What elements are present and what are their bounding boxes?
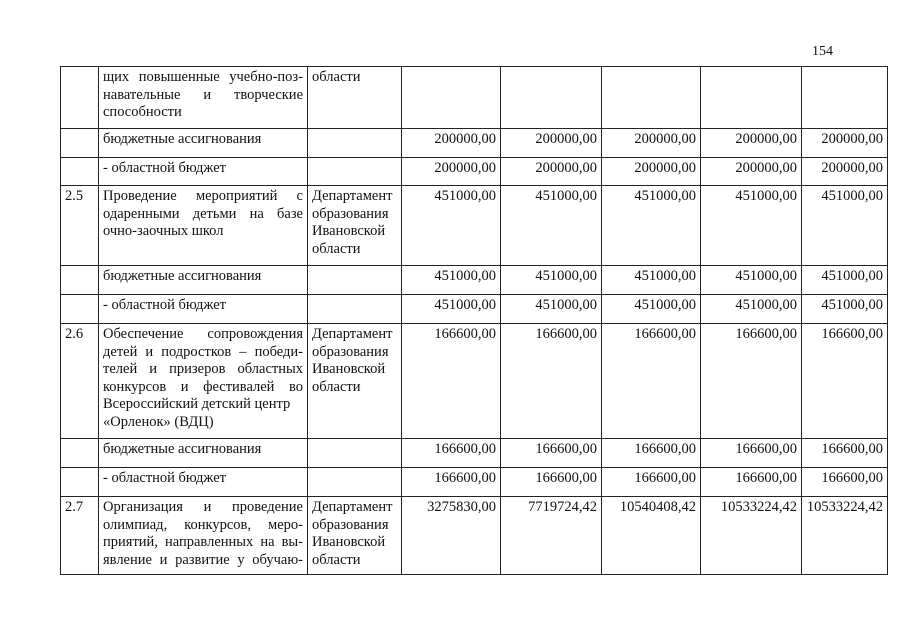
table-row bbox=[61, 67, 888, 129]
executor-line: образования bbox=[312, 516, 389, 533]
value-cell: 200000,00 bbox=[701, 129, 802, 158]
value-cell bbox=[701, 67, 802, 129]
value-cell: 200000,00 bbox=[501, 158, 602, 186]
table-row bbox=[61, 158, 888, 186]
name-line: - областной бюджет bbox=[103, 160, 227, 176]
table-row bbox=[61, 266, 888, 295]
page-number: 154 bbox=[812, 44, 833, 59]
executor bbox=[308, 129, 402, 158]
measure-name bbox=[99, 324, 308, 439]
table-row bbox=[61, 468, 888, 497]
value-cell: 166600,00 bbox=[602, 439, 701, 468]
name-line: телей и призеров областных bbox=[103, 361, 303, 377]
value-cell: 451000,00 bbox=[802, 186, 888, 266]
value-cell: 166600,00 bbox=[701, 324, 802, 439]
row-number: 2.5 bbox=[61, 186, 99, 266]
value-cell bbox=[402, 67, 501, 129]
value-cell: 451000,00 bbox=[802, 295, 888, 324]
executor-line: Ивановской bbox=[312, 223, 386, 239]
executor bbox=[308, 158, 402, 186]
table-row bbox=[61, 439, 888, 468]
name-line: конкурсов и фестивалей во bbox=[103, 378, 303, 395]
value-cell: 166600,00 bbox=[602, 324, 701, 439]
executor-line: образования bbox=[312, 343, 389, 360]
executor-line: Ивановской bbox=[312, 361, 386, 377]
value-cell: 451000,00 bbox=[701, 266, 802, 295]
executor-line: Ивановской bbox=[312, 534, 386, 550]
value-cell: 451000,00 bbox=[701, 186, 802, 266]
row-number bbox=[61, 129, 99, 158]
table-body bbox=[61, 67, 888, 575]
executor bbox=[308, 468, 402, 497]
value-cell: 200000,00 bbox=[402, 129, 501, 158]
executor bbox=[308, 295, 402, 324]
executor-line: Департамент bbox=[312, 326, 393, 342]
measure-name bbox=[99, 468, 308, 497]
value-cell: 451000,00 bbox=[602, 186, 701, 266]
value-cell bbox=[501, 67, 602, 129]
value-cell: 166600,00 bbox=[402, 468, 501, 497]
value-cell: 200000,00 bbox=[402, 158, 501, 186]
value-cell: 451000,00 bbox=[501, 186, 602, 266]
executor-line: области bbox=[312, 378, 361, 395]
name-line: бюджетные ассигнования bbox=[103, 131, 262, 147]
executor bbox=[308, 439, 402, 468]
row-number bbox=[61, 158, 99, 186]
value-cell bbox=[802, 67, 888, 129]
row-number: 2.7 bbox=[61, 497, 99, 575]
table-row bbox=[61, 497, 888, 575]
executor-line: образования bbox=[312, 205, 389, 222]
row-number bbox=[61, 439, 99, 468]
name-line: бюджетные ассигнования bbox=[103, 441, 262, 457]
name-line: способности bbox=[103, 104, 182, 120]
table-row bbox=[61, 186, 888, 266]
table-row bbox=[61, 324, 888, 439]
name-line: Организация и проведение bbox=[103, 499, 303, 515]
value-cell: 3275830,00 bbox=[402, 497, 501, 575]
value-cell: 451000,00 bbox=[402, 186, 501, 266]
executor bbox=[308, 67, 402, 129]
name-line: «Орленок» (ВДЦ) bbox=[103, 413, 214, 430]
value-cell: 166600,00 bbox=[701, 439, 802, 468]
measure-name bbox=[99, 158, 308, 186]
value-cell: 451000,00 bbox=[802, 266, 888, 295]
value-cell: 166600,00 bbox=[501, 468, 602, 497]
value-cell: 166600,00 bbox=[602, 468, 701, 497]
name-line: приятий, направленных на вы- bbox=[103, 534, 303, 550]
value-cell: 200000,00 bbox=[501, 129, 602, 158]
executor-line: Департамент bbox=[312, 188, 393, 204]
value-cell: 451000,00 bbox=[501, 295, 602, 324]
name-line: явление и развитие у обучаю- bbox=[103, 551, 303, 568]
table-row bbox=[61, 129, 888, 158]
value-cell: 10533224,42 bbox=[802, 497, 888, 575]
value-cell: 166600,00 bbox=[802, 324, 888, 439]
executor bbox=[308, 186, 402, 266]
measure-name bbox=[99, 497, 308, 575]
value-cell: 166600,00 bbox=[402, 324, 501, 439]
value-cell: 166600,00 bbox=[802, 439, 888, 468]
row-number: 2.6 bbox=[61, 324, 99, 439]
row-number bbox=[61, 295, 99, 324]
row-number bbox=[61, 468, 99, 497]
row-number bbox=[61, 266, 99, 295]
measure-name bbox=[99, 67, 308, 129]
value-cell: 10533224,42 bbox=[701, 497, 802, 575]
value-cell: 166600,00 bbox=[802, 468, 888, 497]
measure-name bbox=[99, 295, 308, 324]
measure-name bbox=[99, 129, 308, 158]
name-line: детей и подростков – победи- bbox=[103, 343, 303, 360]
name-line: - областной бюджет bbox=[103, 297, 227, 313]
value-cell: 10540408,42 bbox=[602, 497, 701, 575]
executor-line: Департамент bbox=[312, 499, 393, 515]
executor-line: области bbox=[312, 240, 361, 257]
value-cell: 451000,00 bbox=[701, 295, 802, 324]
table-row bbox=[61, 295, 888, 324]
value-cell: 451000,00 bbox=[602, 295, 701, 324]
value-cell: 451000,00 bbox=[402, 295, 501, 324]
value-cell: 200000,00 bbox=[701, 158, 802, 186]
value-cell: 200000,00 bbox=[802, 129, 888, 158]
value-cell: 200000,00 bbox=[602, 129, 701, 158]
name-line: навательные и творческие bbox=[103, 86, 303, 103]
budget-table bbox=[60, 66, 888, 575]
executor-line: области bbox=[312, 69, 361, 85]
name-line: щих повышенные учебно-поз- bbox=[103, 69, 303, 85]
value-cell: 166600,00 bbox=[501, 324, 602, 439]
name-line: олимпиад, конкурсов, меро- bbox=[103, 516, 303, 533]
value-cell: 166600,00 bbox=[501, 439, 602, 468]
value-cell: 166600,00 bbox=[402, 439, 501, 468]
measure-name bbox=[99, 186, 308, 266]
value-cell: 200000,00 bbox=[602, 158, 701, 186]
executor bbox=[308, 497, 402, 575]
name-line: одаренными детьми на базе bbox=[103, 205, 303, 222]
value-cell: 451000,00 bbox=[402, 266, 501, 295]
executor bbox=[308, 266, 402, 295]
row-number bbox=[61, 67, 99, 129]
measure-name bbox=[99, 266, 308, 295]
name-line: Всероссийский детский центр bbox=[103, 396, 291, 412]
value-cell bbox=[602, 67, 701, 129]
value-cell: 7719724,42 bbox=[501, 497, 602, 575]
name-line: Проведение мероприятий с bbox=[103, 188, 303, 204]
name-line: очно-заочных школ bbox=[103, 223, 224, 239]
executor bbox=[308, 324, 402, 439]
value-cell: 166600,00 bbox=[701, 468, 802, 497]
name-line: бюджетные ассигнования bbox=[103, 268, 262, 284]
value-cell: 451000,00 bbox=[602, 266, 701, 295]
name-line: Обеспечение сопровождения bbox=[103, 326, 303, 342]
name-line: - областной бюджет bbox=[103, 470, 227, 486]
value-cell: 200000,00 bbox=[802, 158, 888, 186]
value-cell: 451000,00 bbox=[501, 266, 602, 295]
executor-line: области bbox=[312, 551, 361, 568]
measure-name bbox=[99, 439, 308, 468]
